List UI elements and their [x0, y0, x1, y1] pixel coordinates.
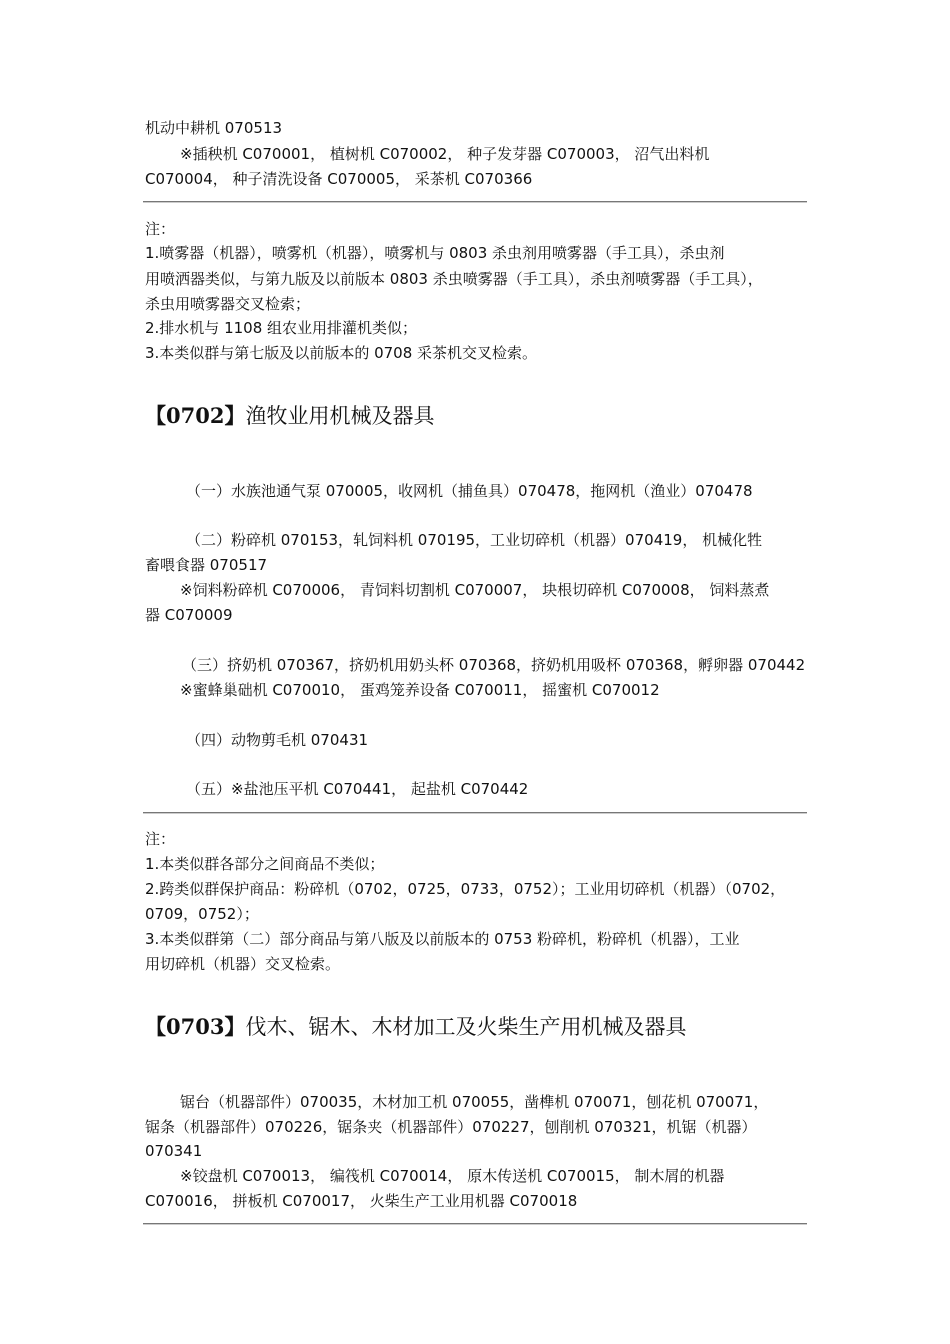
text-line: 锯台（机器部件）070035，木材加工机 070055，凿榫机 070071，刨花机 070071，	[180, 1093, 769, 1111]
note-line: 2.跨类似群保护商品：粉碎机（0702，0725，0733，0752）；工业用切碎机（机器）（0702，	[145, 880, 786, 898]
note-title: 注：	[145, 830, 176, 848]
divider	[143, 812, 807, 814]
section-title: 伐木、锯木、木材加工及火柴生产用机械及器具	[245, 1015, 687, 1039]
text-line: （三）挤奶机 070367，挤奶机用奶头杯 070368，挤奶机用吸杯 070368，孵卵器 070442	[182, 656, 806, 674]
text-line: 畜喂食器 070517	[145, 556, 268, 574]
text-line: ※插秧机 C070001， 植树机 C070002， 种子发芽器 C070003， 沼气出料机	[180, 145, 710, 163]
note-line: 用切碎机（机器）交叉检索。	[145, 955, 341, 973]
note-line: 1.喷雾器（机器），喷雾机（机器），喷雾机与 0803 杀虫剂用喷雾器（手工具），杀虫剂	[145, 244, 725, 262]
note-line: 杀虫用喷雾器交叉检索；	[145, 295, 311, 313]
note-line: 用喷洒器类似，与第九版及以前版本 0803 杀虫喷雾器（手工具），杀虫剂喷雾器（手工具），	[145, 270, 763, 288]
note-line: 1.本类似群各部分之间商品不类似；	[145, 855, 385, 873]
text-line: C070016， 拼板机 C070017， 火柴生产工业用机器 C070018	[145, 1192, 578, 1210]
text-line: （一）水族池通气泵 070005，收网机（捕鱼具）070478，拖网机（渔业）070478	[186, 482, 753, 500]
note-title: 注：	[145, 220, 176, 238]
text-line: ※铰盘机 C070013， 编筏机 C070014， 原木传送机 C070015， 制木屑的机器	[180, 1167, 725, 1185]
text-line: （五）※盐池压平机 C070441， 起盐机 C070442	[186, 780, 529, 798]
note-line: 3.本类似群与第七版及以前版本的 0708 采茶机交叉检索。	[145, 344, 538, 362]
section-code: 【0703】	[145, 1014, 246, 1039]
note-line: 2.排水机与 1108 组农业用排灌机类似；	[145, 319, 418, 337]
text-line: （二）粉碎机 070153，轧饲料机 070195，工业切碎机（机器）070419， 机械化牲	[186, 531, 763, 549]
text-line: 锯条（机器部件）070226，锯条夹（机器部件）070227，刨削机 070321，机锯（机器）	[145, 1118, 757, 1136]
divider	[143, 201, 807, 203]
text-line: （四）动物剪毛机 070431	[186, 731, 369, 749]
section-title: 渔牧业用机械及器具	[245, 404, 435, 428]
section-heading	[145, 402, 434, 430]
section-heading	[145, 1013, 686, 1041]
text-line: 机动中耕机 070513	[145, 119, 283, 137]
divider	[143, 1223, 807, 1225]
text-line: ※蜜蜂巢础机 C070010， 蛋鸡笼养设备 C070011， 摇蜜机 C070012	[180, 681, 660, 699]
section-code: 【0702】	[145, 403, 246, 428]
text-line: C070004， 种子清洗设备 C070005， 采茶机 C070366	[145, 170, 533, 188]
text-line: 070341	[145, 1142, 203, 1160]
text-line: ※饲料粉碎机 C070006， 青饲料切割机 C070007， 块根切碎机 C070008， 饲料蒸煮	[180, 581, 770, 599]
text-line: 器 C070009	[145, 606, 233, 624]
note-line: 0709，0752）；	[145, 905, 259, 923]
note-line: 3.本类似群第（二）部分商品与第八版及以前版本的 0753 粉碎机，粉碎机（机器），工业	[145, 930, 740, 948]
